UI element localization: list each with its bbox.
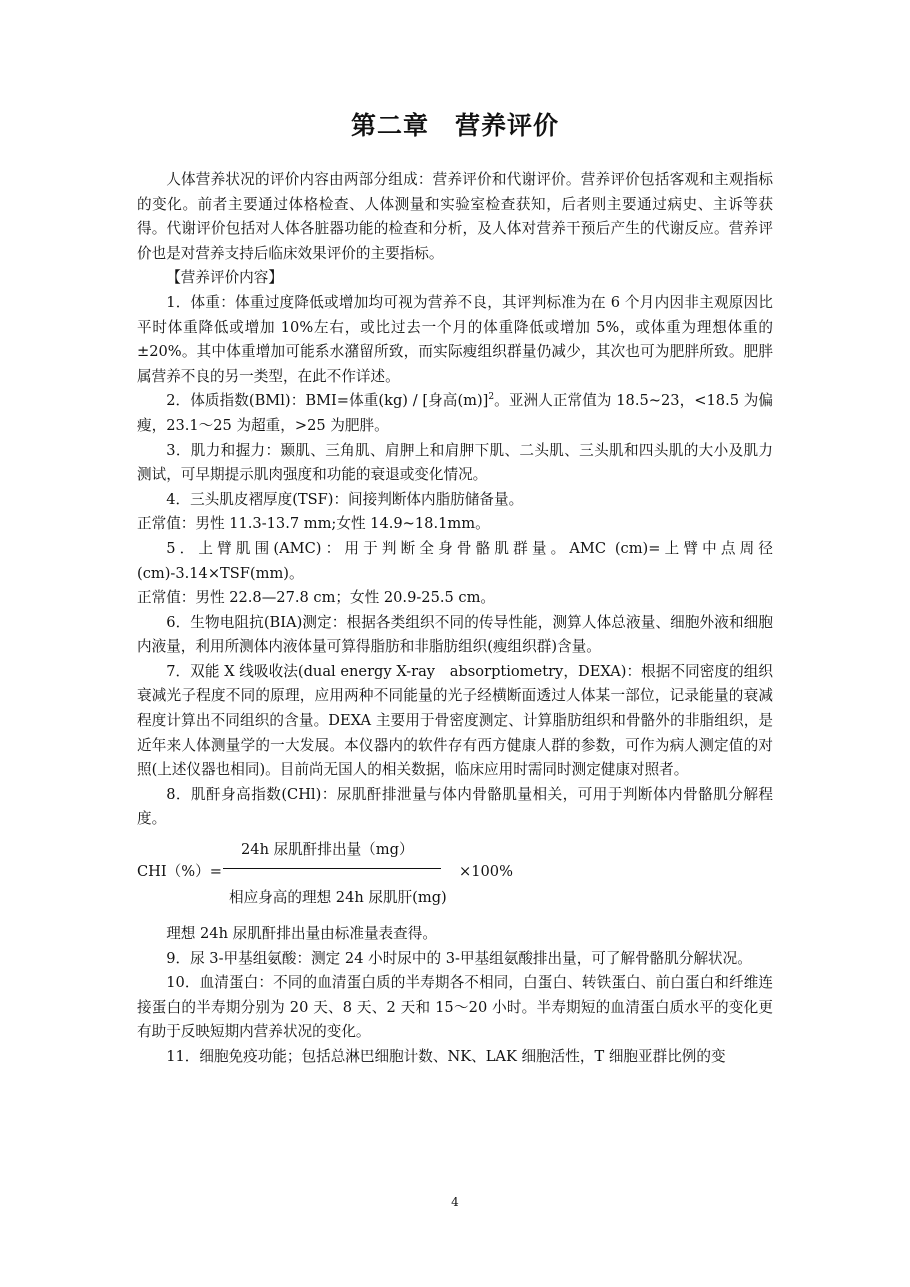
item-chi-note: 理想 24h 尿肌酐排出量由标准量表查得。 xyxy=(166,925,437,943)
section-heading: 【营养评价内容】 xyxy=(166,269,283,287)
item-amc-normal: 正常值：男性 22.8—27.8 cm；女性 20.9-25.5 cm。 xyxy=(137,589,496,607)
item-cell-immunity: 11．细胞免疫功能；包括总淋巴细胞计数、NK、LAK 细胞活性，T 细胞亚群比例的变 xyxy=(166,1048,726,1065)
formula-numerator: 24h 尿肌酐排出量（mg） xyxy=(241,841,414,859)
page-number: 4 xyxy=(451,1195,459,1209)
item-bmi xyxy=(137,389,773,438)
formula-fraction-bar xyxy=(223,868,441,869)
formula-lhs: CHI（%）= xyxy=(137,863,222,881)
item-tsf: 4．三头肌皮褶厚度(TSF)：间接判断体内脂肪储备量。 xyxy=(166,490,524,508)
item-muscle-strength: 3．肌力和握力：颞肌、三角肌、肩胛上和肩胛下肌、二头肌、三头肌和四头肌的大小及肌力测试，可早期提示肌肉强度和功能的衰退或变化情况。 xyxy=(137,441,773,484)
item-bmi-superscript: 2 xyxy=(488,392,495,403)
item-amc: 5．上臂肌围(AMC)：用于判断全身骨骼肌群量。AMC (cm)=上臂中点周径(cm)-3.14×TSF(mm)。 xyxy=(137,539,773,582)
item-bia: 6．生物电阻抗(BIA)测定：根据各类组织不同的传导性能，测算人体总液量、细胞外液和细胞内液量，利用所测体内液体量可算得脂肪和非脂肪组织(瘦组织群)含量。 xyxy=(137,613,773,656)
item-weight: 1．体重：体重过度降低或增加均可视为营养不良，其评判标准为在 6 个月内因非主观原因比平时体重降低或增加 10%左右，或比过去一个月的体重降低或增加 5%，或体重为理想体重的±20%。其中体重增加可能系水潴留所致，而实际瘦组织群量仍减少，其次也可为肥胖所致。肥胖属营养不良的另一类型，在此不作详述。 xyxy=(137,293,773,385)
item-tsf-normal: 正常值：男性 11.3-13.7 mm;女性 14.9~18.1mm。 xyxy=(137,515,490,533)
chapter-title: 第二章 营养评价 xyxy=(350,111,559,140)
item-chi: 8．肌酐身高指数(CHl)：尿肌酐排泄量与体内骨骼肌量相关，可用于判断体内骨骼肌分解程度。 xyxy=(137,785,773,828)
item-bmi-tail: 。亚洲人正常值为 18.5~23，<18.5 为偏瘦，23.1～25 为超重，>25 为肥胖。 xyxy=(137,392,773,434)
item-dexa: 7．双能 X 线吸收法(dual energy X-ray absorptiometry，DEXA)：根据不同密度的组织衰减光子程度不同的原理，应用两种不同能量的光子经横断面透过人体某一部位，记录能量的衰减程度计算出不同组织的含量。DEXA 主要用于骨密度测定、计算脂肪组织和骨骼外的非脂组织，是近年来人体测量学的一大发展。本仪器内的软件存有西方健康人群的参数，可作为病人测定值的对照(上述仪器也相同)。目前尚无国人的相关数据，临床应用时需同时测定健康对照者。 xyxy=(137,662,773,779)
chi-formula xyxy=(137,838,773,916)
item-serum-protein: 10．血清蛋白：不同的血清蛋白质的半寿期各不相同，白蛋白、转铁蛋白、前白蛋白和纤维连接蛋白的半寿期分别为 20 天、8 天、2 天和 15～20 小时。半寿期短的血清蛋白质水平的变化更有助于反映短期内营养状况的变化。 xyxy=(137,974,773,1041)
intro-paragraph: 人体营养状况的评价内容由两部分组成：营养评价和代谢评价。营养评价包括客观和主观指标的变化。前者主要通过体格检查、人体测量和实验室检查获知，后者则主要通过病史、主诉等获得。代谢评价包括对人体各脏器功能的检查和分析，及人体对营养干预后产生的代谢反应。营养评价也是对营养支持后临床效果评价的主要指标。 xyxy=(137,171,773,262)
item-bmi-text: 2．体质指数(BMl)：BMI=体重(kg) / [身高(m)] xyxy=(166,392,489,410)
formula-multiplier: ×100% xyxy=(459,863,513,881)
document-body xyxy=(137,168,773,1070)
item-3-methylhistidine: 9．尿 3-甲基组氨酸：测定 24 小时尿中的 3-甲基组氨酸排出量，可了解骨骼肌分解状况。 xyxy=(166,949,752,967)
formula-denominator: 相应身高的理想 24h 尿肌肝(mg) xyxy=(229,889,447,907)
